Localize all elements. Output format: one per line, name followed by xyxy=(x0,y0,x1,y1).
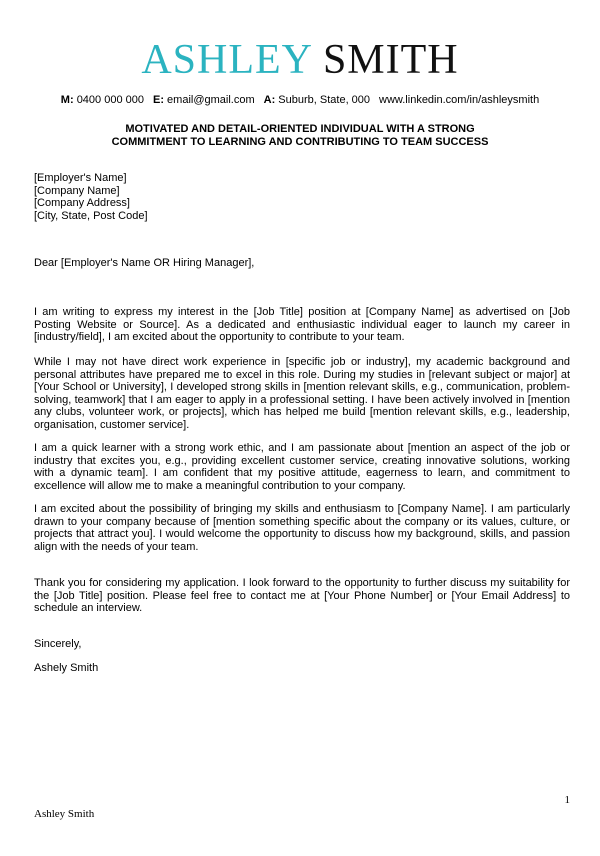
mobile-number: 0400 000 000 xyxy=(76,94,144,106)
last-name: SMITH xyxy=(322,37,459,83)
contact-line xyxy=(0,93,600,107)
closing: Sincerely, xyxy=(34,638,82,650)
headline-line-1: MOTIVATED AND DETAIL-ORIENTED INDIVIDUAL WITH A STRONG xyxy=(125,123,475,135)
page-number: 1 xyxy=(564,794,570,806)
footer-name: Ashley Smith xyxy=(34,808,95,820)
body-paragraph-4: I am excited about the possibility of bringing my skills and enthusiasm to [Company Name]. I am particularly drawn to your company because of [mention something specific about the company or its values, culture, or projects that attract you]. I would welcome the opportunity to discuss how my background, skills, and passion align with the needs of your team. xyxy=(34,503,570,553)
linkedin-url: www.linkedin.com/in/ashleysmith xyxy=(379,94,540,106)
address-label: A: xyxy=(263,94,276,106)
body-paragraph-3: I am a quick learner with a strong work ethic, and I am passionate about [mention an aspect of the job or industry that excites you, e.g., providing excellent customer service, creating innovative solutions, working with a dynamic team]. I am confident that my positive attitude, eagerness to learn, and commitment to excellence will allow me to make a meaningful contribution to your company. xyxy=(34,442,570,492)
recipient-block xyxy=(34,172,574,222)
headline-line-2: COMMITMENT TO LEARNING AND CONTRIBUTING TO TEAM SUCCESS xyxy=(111,135,489,148)
signature: Ashely Smith xyxy=(34,662,99,674)
recipient-name: [Employer's Name] xyxy=(34,172,127,184)
applicant-name xyxy=(0,36,600,84)
recipient-company: [Company Name] xyxy=(34,184,120,197)
headline xyxy=(60,123,540,148)
salutation: Dear [Employer's Name OR Hiring Manager], xyxy=(34,257,255,269)
email-address: email@gmail.com xyxy=(167,94,255,106)
recipient-city: [City, State, Post Code] xyxy=(34,209,148,222)
email-label: E: xyxy=(152,94,164,106)
body-paragraph-1: I am writing to express my interest in the [Job Title] position at [Company Name] as advertised on [Job Posting Website or Source]. As a dedicated and enthusiastic individual eager to launch my career in [industry/field], I am excited about the opportunity to contribute to your team. xyxy=(34,306,570,343)
first-name: ASHLEY xyxy=(141,37,312,83)
recipient-address: [Company Address] xyxy=(34,197,130,209)
postal-address: Suburb, State, 000 xyxy=(278,94,371,106)
mobile-label: M: xyxy=(60,94,74,106)
body-paragraph-2: While I may not have direct work experience in [specific job or industry], my academic background and personal attributes have prepared me to excel in this role. During my studies in [relevant subject or major] at [Your School or University], I developed strong skills in [mention relevant skills, e.g., communication, problem-solving, teamwork] that I am eager to apply in a professional setting. I have been actively involved in [mention any clubs, volunteer work, or projects], which has helped me build [mention relevant skills, e.g., leadership, organisation, customer service]. xyxy=(34,356,570,431)
body-paragraph-5: Thank you for considering my application. I look forward to the opportunity to further discuss my suitability for the [Job Title] position. Please feel free to contact me at [Your Phone Number] or [Your Email Address] to schedule an interview. xyxy=(34,577,570,614)
